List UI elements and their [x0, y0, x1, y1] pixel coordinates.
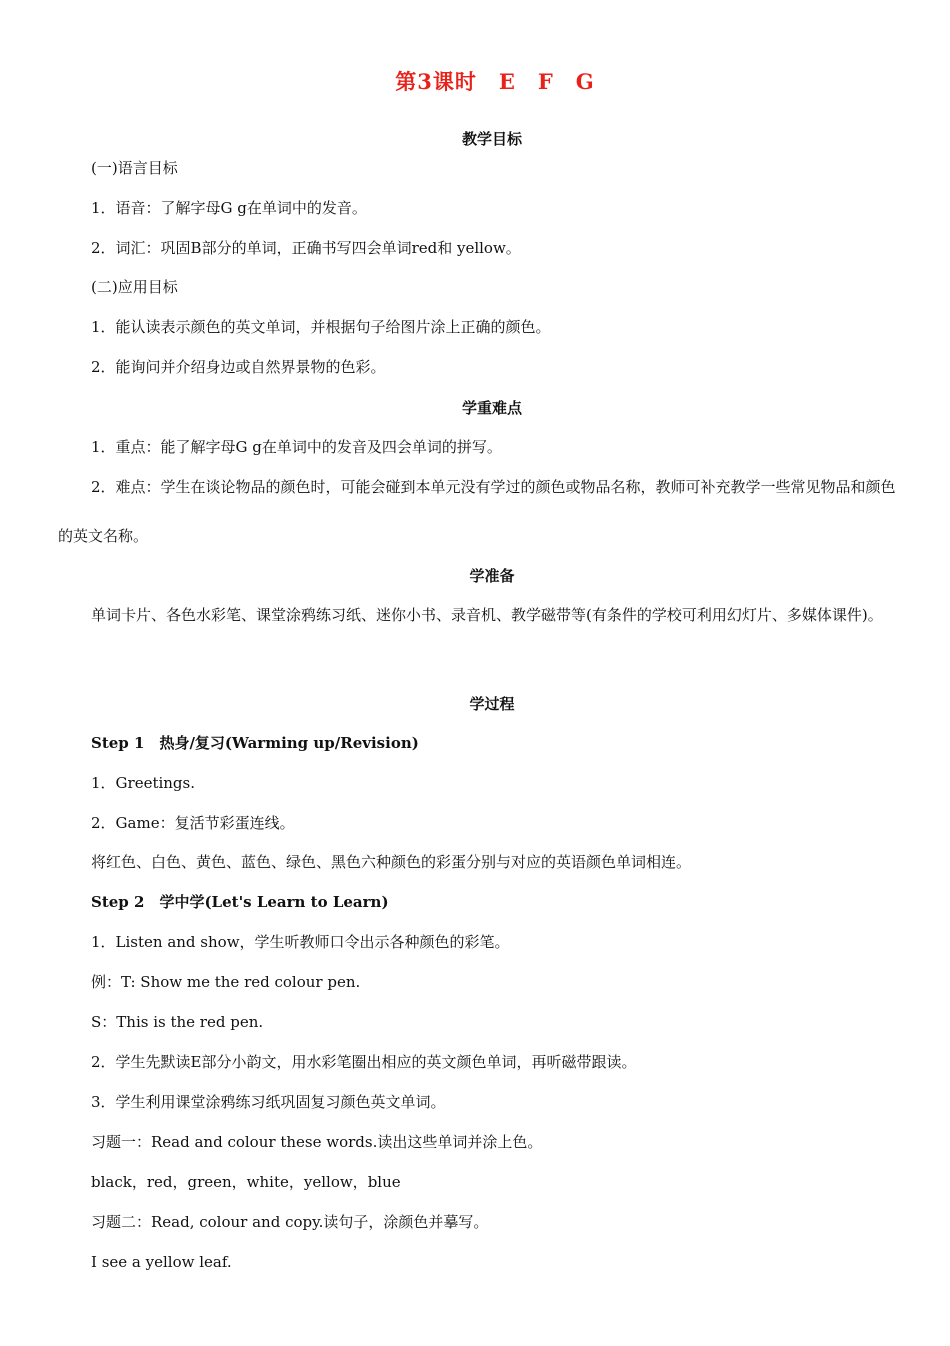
lang-objective-2: 2．词汇：巩固B部分的单词，正确书写四会单词red和 yellow。 [91, 239, 521, 257]
heading-objectives: 教学目标 [461, 130, 522, 148]
step-1-title: Step 1 热身/复习(Warming up/Revision) [91, 734, 419, 752]
preparation-text: 单词卡片、各色水彩笔、课堂涂鸦练习纸、迷你小书、录音机、教学磁带等(有条件的学校可利用幻灯片、多媒体课件)。 [91, 606, 883, 624]
heading-preparation: 学准备 [469, 567, 515, 585]
page-title: 第3课时 E F G [395, 69, 595, 94]
heading-process: 学过程 [469, 695, 515, 713]
step-2-item-2: 2．学生先默读E部分小韵文，用水彩笔圈出相应的英文颜色单词，再听磁带跟读。 [91, 1053, 637, 1071]
lang-objective-heading: (一)语言目标 [91, 159, 178, 177]
key-point-1: 1．重点：能了解字母G g在单词中的发音及四会单词的拼写。 [91, 438, 502, 456]
step-1-item-3: 将红色、白色、黄色、蓝色、绿色、黑色六种颜色的彩蛋分别与对应的英语颜色单词相连。 [91, 853, 692, 871]
step-2-item-1: 1．Listen and show，学生听教师口令出示各种颜色的彩笔。 [91, 933, 510, 951]
step-1-item-2: 2．Game：复活节彩蛋连线。 [91, 814, 295, 832]
lang-objective-1: 1．语音：了解字母G g在单词中的发音。 [91, 199, 367, 217]
exercise-2: 习题二：Read, colour and copy.读句子，涂颜色并摹写。 [91, 1213, 489, 1231]
app-objective-1: 1．能认读表示颜色的英文单词，并根据句子给图片涂上正确的颜色。 [91, 318, 551, 336]
app-objective-heading: (二)应用目标 [91, 278, 178, 296]
step-2-title: Step 2 学中学(Let's Learn to Learn) [91, 893, 389, 911]
key-point-2: 2．难点：学生在谈论物品的颜色时，可能会碰到本单元没有学过的颜色或物品名称，教师可补充教学一些常见物品和颜色的英文名称。 [58, 478, 896, 545]
step-2-example-1: 例：T: Show me the red colour pen. [91, 973, 361, 991]
step-2-example-2: S：This is the red pen. [91, 1013, 264, 1031]
step-2-item-3: 3．学生利用课堂涂鸦练习纸巩固复习颜色英文单词。 [91, 1093, 446, 1111]
exercise-1: 习题一：Read and colour these words.读出这些单词并涂上色。 [91, 1133, 543, 1151]
exercise-1-words: black，red，green，white，yellow，blue [91, 1173, 401, 1191]
app-objective-2: 2．能询问并介绍身边或自然界景物的色彩。 [91, 358, 386, 376]
step-1-item-1: 1．Greetings. [91, 774, 196, 792]
exercise-2-sentence: I see a yellow leaf. [91, 1253, 232, 1271]
heading-key-points: 学重难点 [461, 399, 522, 417]
